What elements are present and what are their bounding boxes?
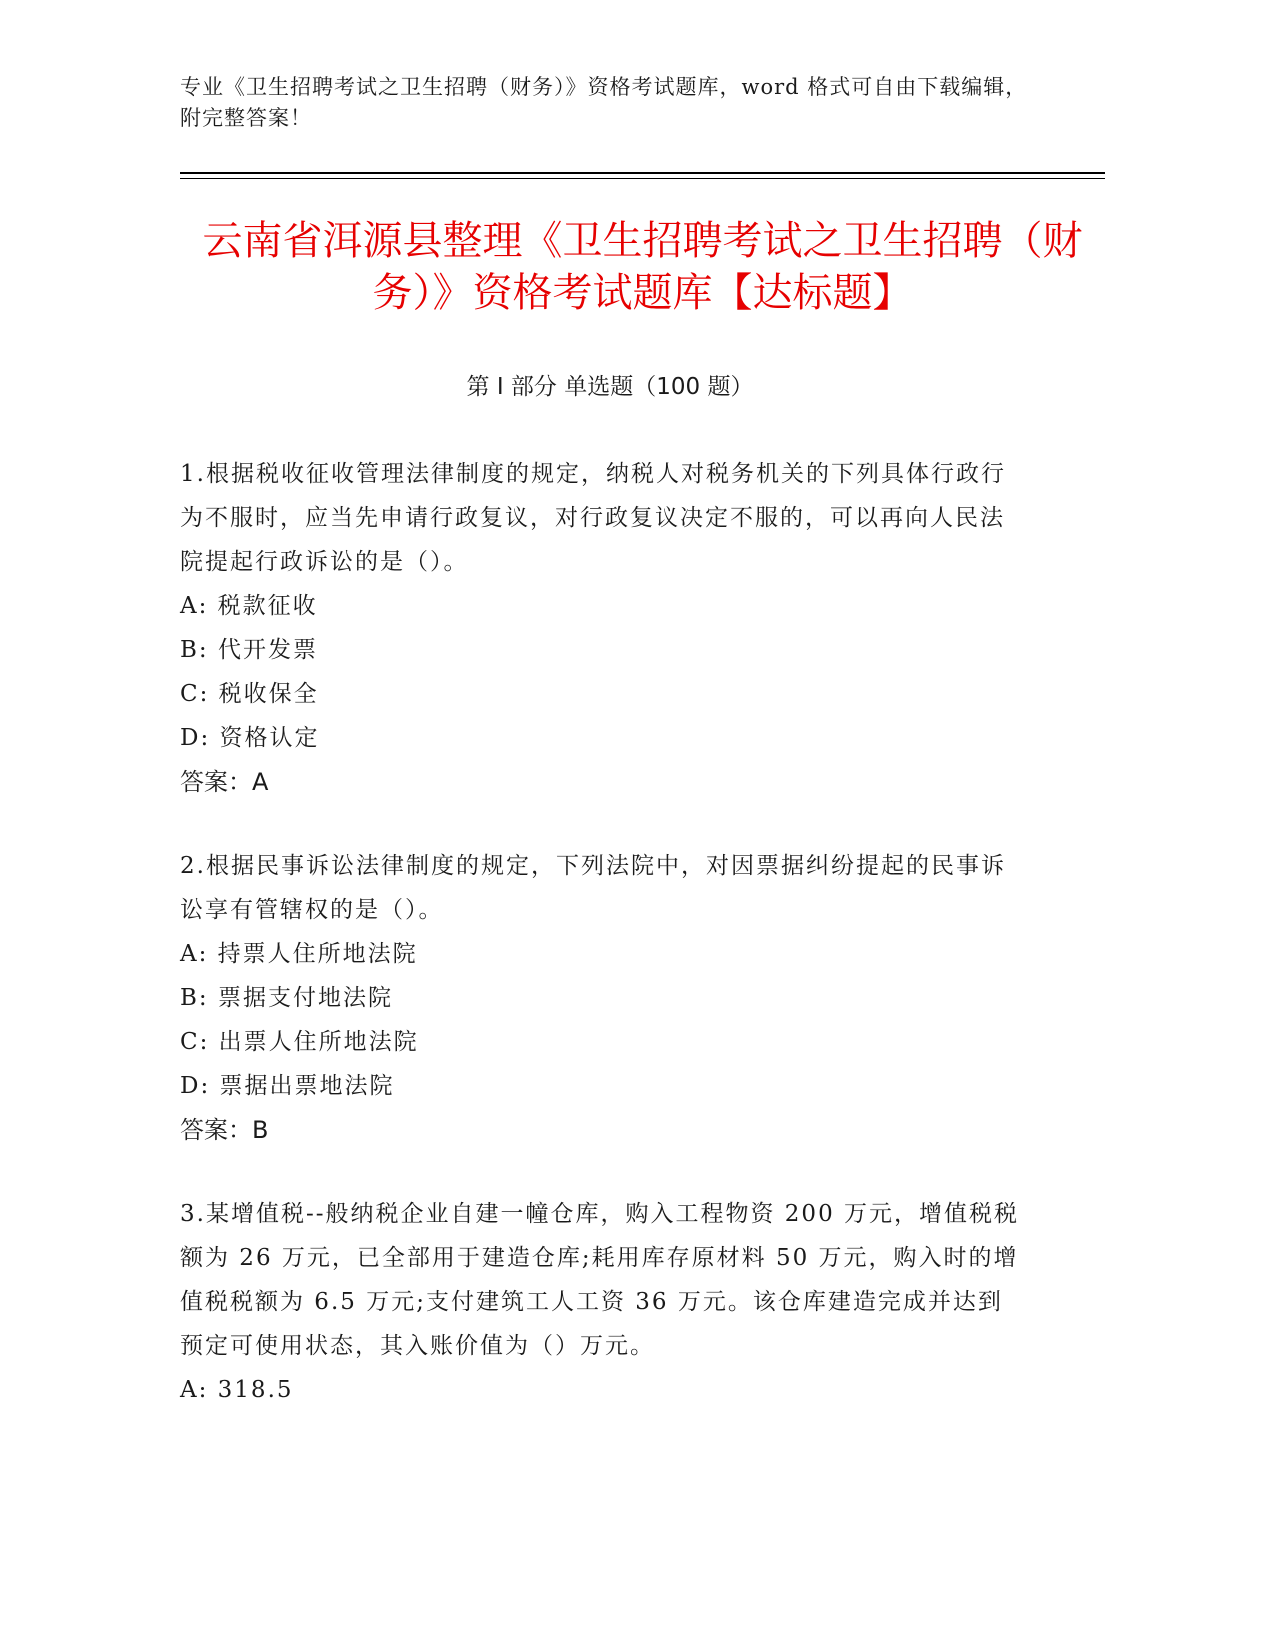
option-b: B: 代开发票 (180, 637, 318, 663)
question-2 (180, 844, 1020, 1152)
question-3 (180, 1192, 1020, 1412)
document-title: 云南省洱源县整理《卫生招聘考试之卫生招聘（财务）》资格考试题库【达标题】 (202, 218, 1083, 316)
header-note: 专业《卫生招聘考试之卫生招聘（财务）》资格考试题库，word 格式可自由下载编辑，附完整答案！ (180, 75, 1028, 130)
answer: 答案：A (180, 768, 269, 796)
option-a: A: 税款征收 (180, 593, 318, 619)
question-1 (180, 452, 1020, 804)
header-divider-thin (180, 178, 1105, 179)
option-b: B: 票据支付地法院 (180, 985, 393, 1011)
section-title: 第 I 部分 单选题（100 题） (466, 374, 754, 400)
question-text: 1.根据税收征收管理法律制度的规定，纳税人对税务机关的下列具体行政行为不服时，应当先申请行政复议，对行政复议决定不服的，可以再向人民法院提起行政诉讼的是（）。 (180, 461, 1006, 575)
question-text: 2.根据民事诉讼法律制度的规定，下列法院中，对因票据纠纷提起的民事诉讼享有管辖权的是（）。 (180, 853, 1006, 923)
option-c: C: 出票人住所地法院 (180, 1029, 419, 1055)
option-a: A: 持票人住所地法院 (180, 941, 418, 967)
answer: 答案：B (180, 1116, 269, 1144)
option-d: D: 票据出票地法院 (180, 1073, 395, 1099)
question-text: 3.某增值税--般纳税企业自建一幢仓库，购入工程物资 200 万元，增值税税额为 26 万元，已全部用于建造仓库;耗用库存原材料 50 万元，购入时的增值税税额为 6.5 万元;支付建筑工人工资 36 万元。该仓库建造完成并达到预定可使用状态，其入账价值为（）万元。 (180, 1201, 1020, 1359)
option-d: D: 资格认定 (180, 725, 320, 751)
option-c: C: 税收保全 (180, 681, 319, 707)
header-divider-thick (180, 172, 1105, 174)
option-a: A: 318.5 (180, 1377, 294, 1403)
